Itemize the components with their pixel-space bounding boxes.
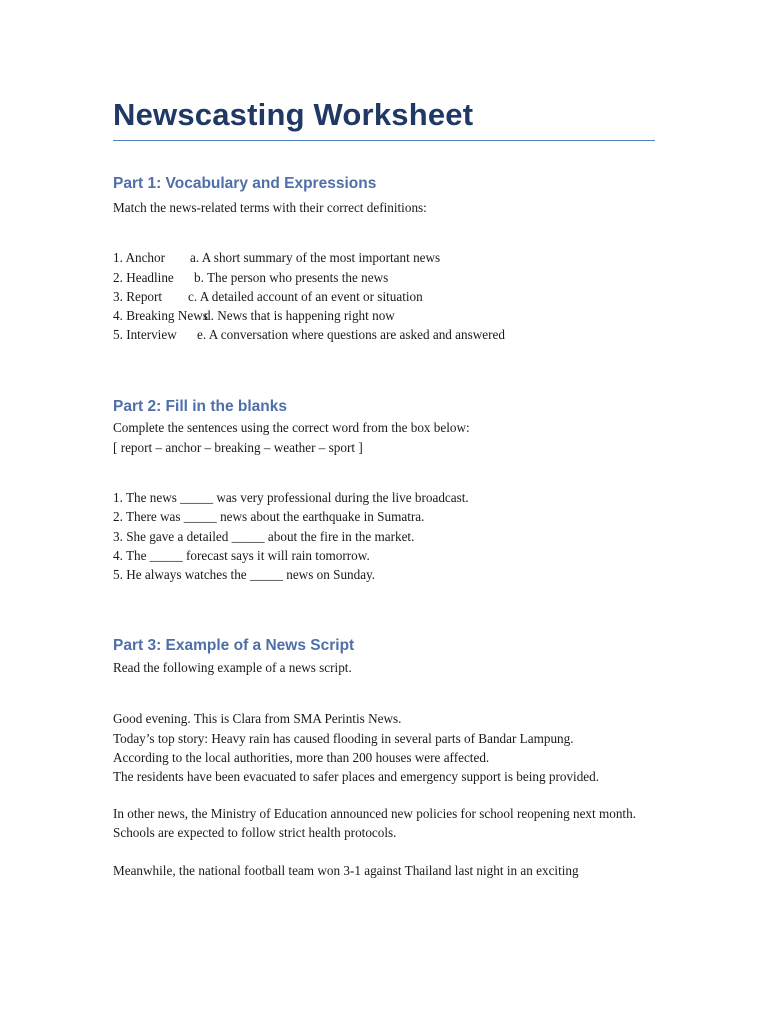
matching-item-1 — [113, 248, 655, 267]
part1-instruction: Match the news-related terms with their correct definitions: — [113, 200, 427, 215]
script-line: Meanwhile, the national football team won 3-1 against Thailand last night in an exciting — [113, 862, 579, 878]
script-paragraph-1 — [113, 709, 655, 786]
definition-b: b. The person who presents the news — [194, 269, 389, 285]
part3-heading: Part 3: Example of a News Script — [113, 637, 355, 655]
script-line: Schools are expected to follow strict health protocols. — [113, 825, 397, 841]
title-underline — [113, 140, 655, 141]
matching-item-2 — [113, 268, 655, 287]
blank-sentence-3: 3. She gave a detailed _____ about the fire in the market. — [113, 528, 415, 544]
part2-heading: Part 2: Fill in the blanks — [113, 397, 287, 415]
definition-d: d. News that is happening right now — [204, 308, 395, 324]
term-2: 2. Headline — [113, 269, 174, 285]
document-title: Newscasting Worksheet — [113, 97, 474, 132]
news-script — [113, 709, 655, 879]
part2-instruction: Complete the sentences using the correct word from the box below: — [113, 419, 470, 435]
part1-heading: Part 1: Vocabulary and Expressions — [113, 175, 377, 192]
term-1: 1. Anchor — [113, 250, 166, 266]
script-line: Good evening. This is Clara from SMA Perintis News. — [113, 711, 402, 727]
part3-section — [113, 636, 655, 880]
script-paragraph-2 — [113, 804, 655, 842]
part3-instruction: Read the following example of a news script. — [113, 660, 352, 676]
blank-sentence-4: 4. The _____ forecast says it will rain tomorrow. — [113, 547, 370, 563]
script-line: In other news, the Ministry of Education announced new policies for school reopening next month. — [113, 806, 636, 822]
term-3: 3. Report — [113, 288, 163, 304]
script-line: The residents have been evacuated to safer places and emergency support is being provided. — [113, 768, 600, 784]
term-4: 4. Breaking News — [113, 308, 208, 324]
blank-sentence-1: 1. The news _____ was very professional during the live broadcast. — [113, 490, 469, 506]
matching-item-4 — [113, 306, 655, 325]
part1-section — [113, 174, 655, 345]
definition-e: e. A conversation where questions are asked and answered — [197, 327, 505, 343]
worksheet-page — [113, 96, 655, 880]
script-paragraph-3 — [113, 861, 655, 880]
part2-section — [113, 397, 655, 584]
matching-item-3 — [113, 287, 655, 306]
definition-c: c. A detailed account of an event or situation — [188, 288, 423, 304]
matching-item-5 — [113, 325, 655, 344]
term-5: 5. Interview — [113, 327, 177, 343]
script-line: According to the local authorities, more than 200 houses were affected. — [113, 749, 490, 765]
script-line: Today’s top story: Heavy rain has caused flooding in several parts of Bandar Lampung. — [113, 730, 574, 746]
blank-sentence-5: 5. He always watches the _____ news on Sunday. — [113, 566, 376, 582]
blank-sentence-2: 2. There was _____ news about the earthquake in Sumatra. — [113, 509, 425, 525]
word-box: [ report – anchor – breaking – weather – sport ] — [113, 439, 363, 455]
fill-in-list — [113, 488, 655, 584]
definition-a: a. A short summary of the most important news — [190, 250, 441, 266]
matching-list — [113, 248, 655, 344]
